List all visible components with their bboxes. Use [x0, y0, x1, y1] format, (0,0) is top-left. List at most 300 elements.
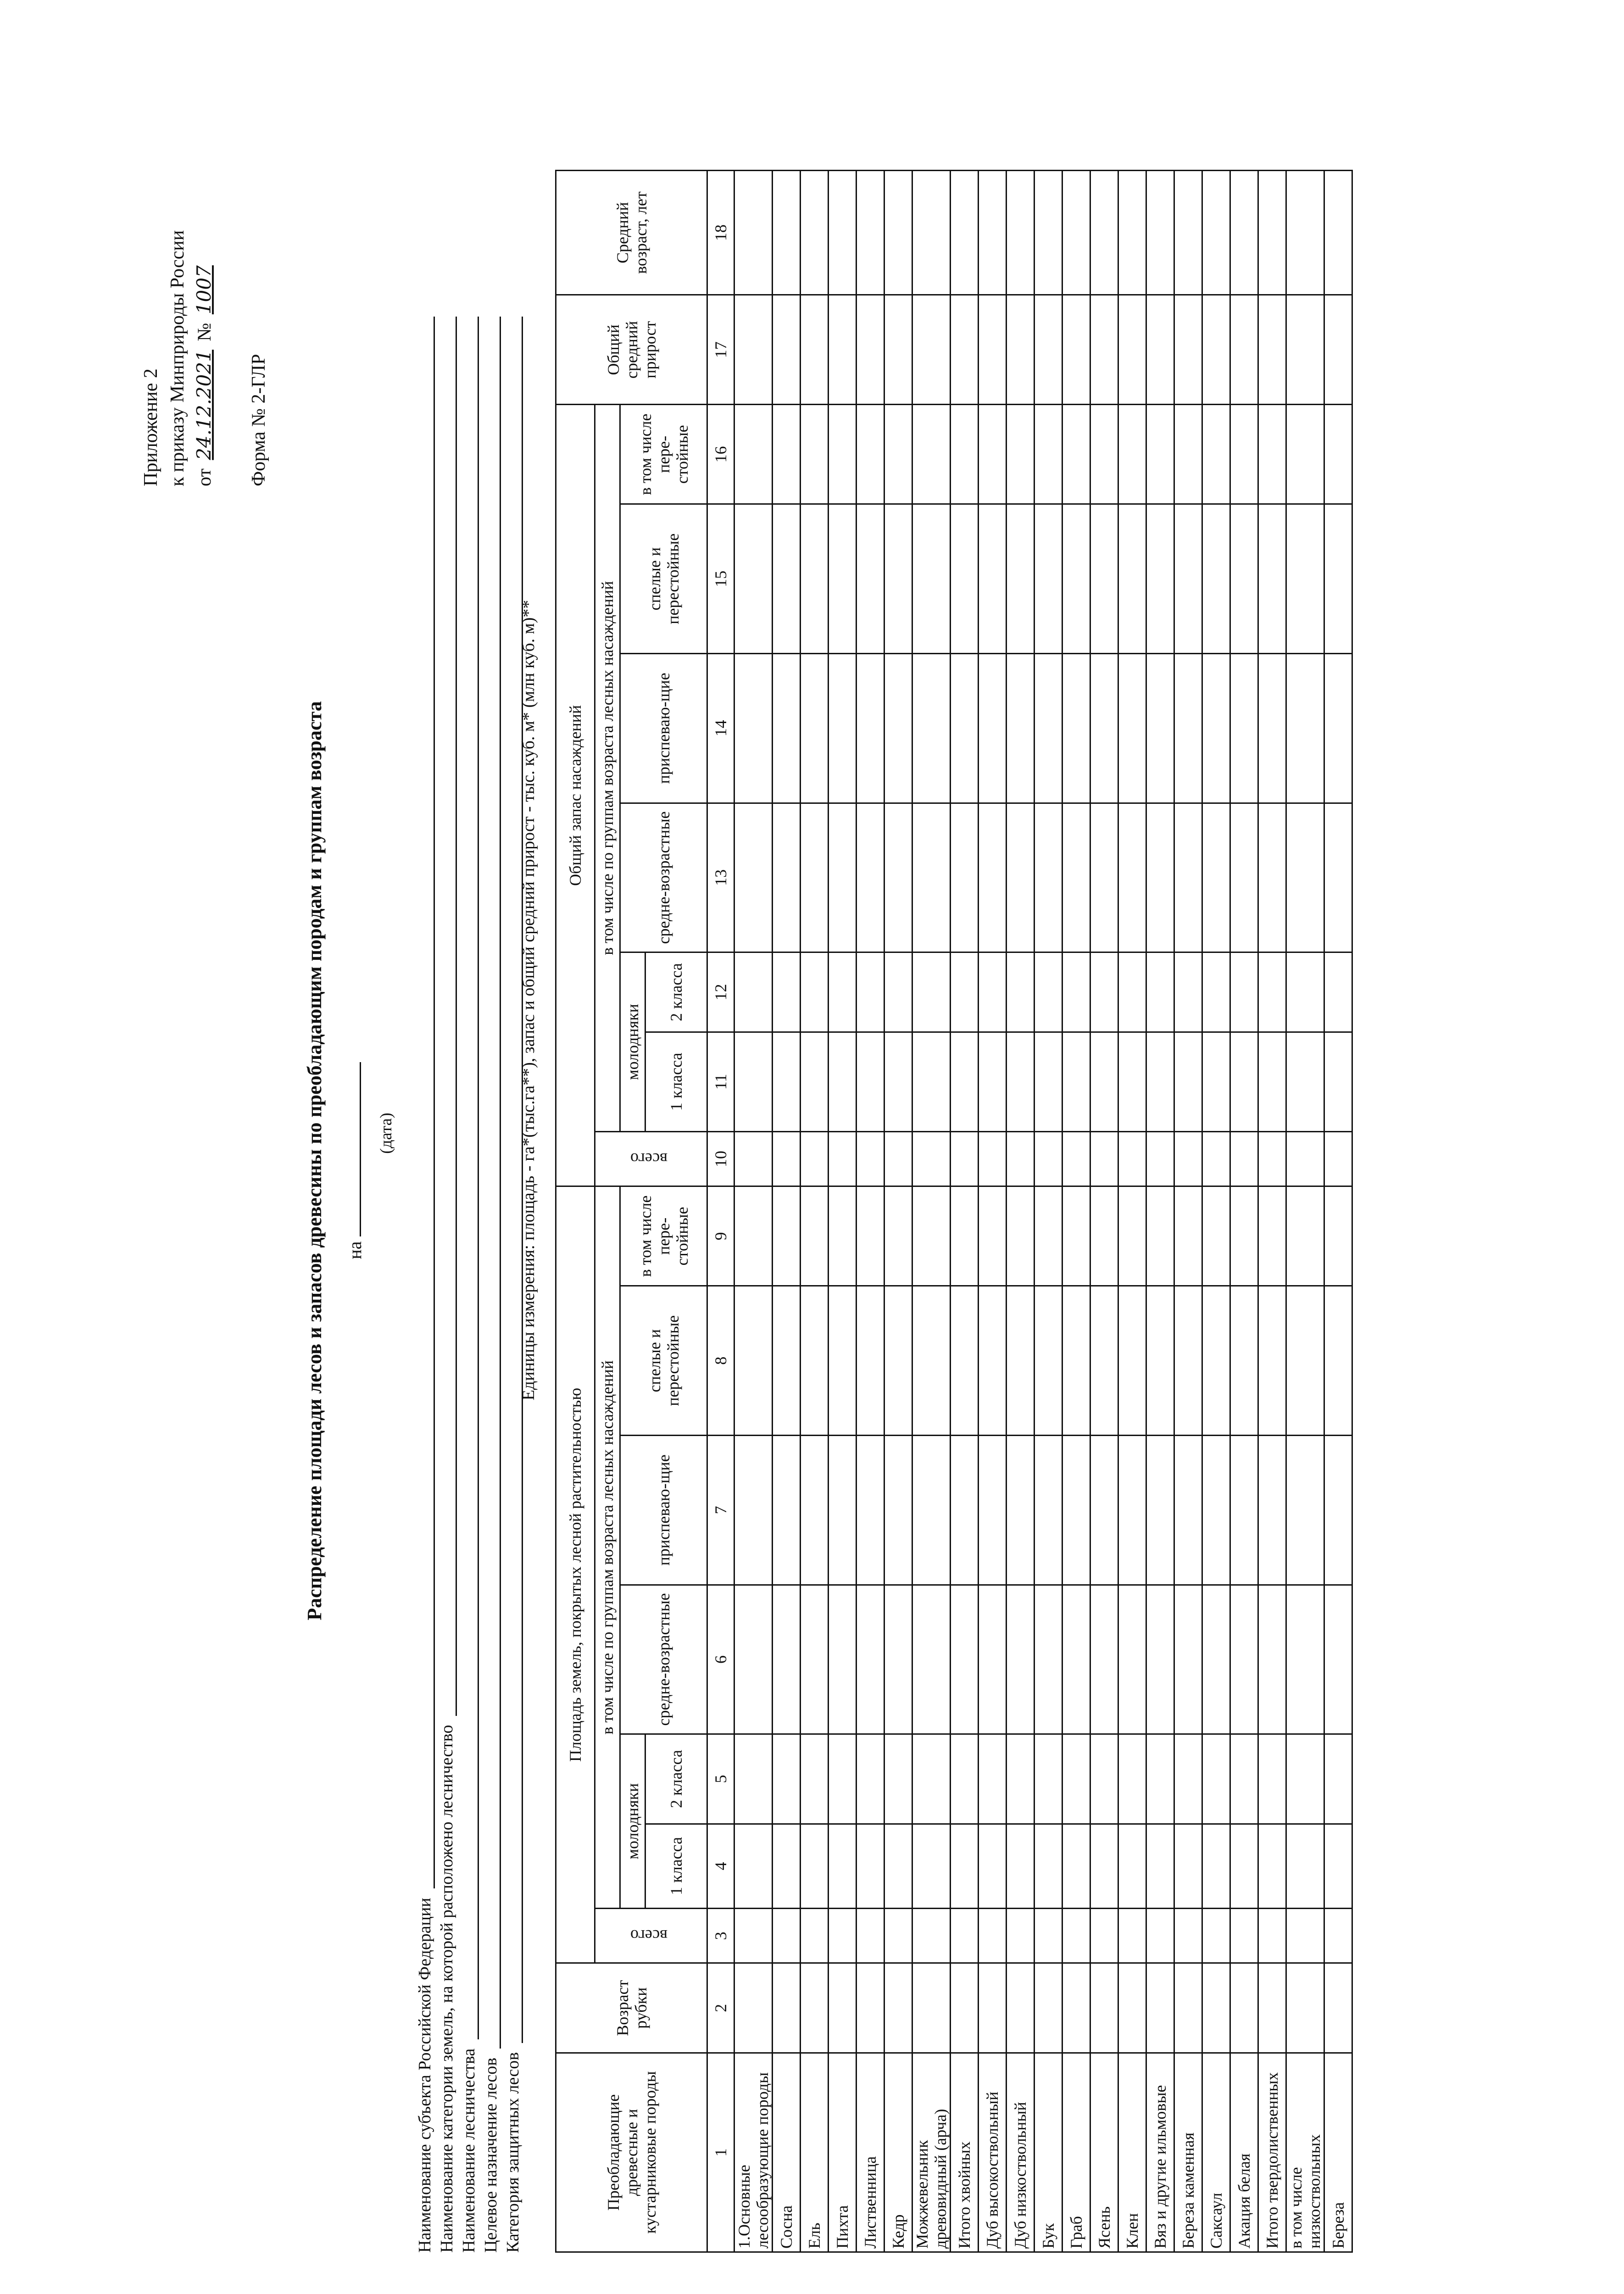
table-cell[interactable] — [1007, 653, 1034, 803]
table-cell[interactable] — [856, 295, 884, 405]
table-cell[interactable] — [1007, 1286, 1034, 1436]
table-cell[interactable] — [773, 295, 801, 405]
table-cell[interactable] — [979, 1909, 1007, 1963]
table-cell[interactable] — [951, 653, 979, 803]
table-cell[interactable] — [1090, 1909, 1118, 1963]
table-cell[interactable] — [979, 1585, 1007, 1734]
table-cell[interactable] — [912, 171, 951, 295]
table-cell[interactable] — [884, 803, 912, 952]
table-cell[interactable] — [1034, 1909, 1062, 1963]
table-cell[interactable] — [884, 1734, 912, 1824]
table-cell[interactable] — [951, 952, 979, 1032]
table-cell[interactable] — [1202, 504, 1230, 654]
table-cell[interactable] — [1118, 171, 1146, 295]
table-cell[interactable] — [1007, 803, 1034, 952]
table-cell[interactable] — [1007, 405, 1034, 504]
table-cell[interactable] — [979, 1032, 1007, 1131]
table-cell[interactable] — [1258, 653, 1286, 803]
table-cell[interactable] — [912, 653, 951, 803]
table-cell[interactable] — [734, 1963, 773, 2053]
table-cell[interactable] — [829, 1186, 856, 1286]
table-cell[interactable] — [1286, 1286, 1324, 1436]
table-cell[interactable] — [912, 1585, 951, 1734]
table-cell[interactable] — [912, 952, 951, 1032]
table-cell[interactable] — [1090, 1186, 1118, 1286]
table-cell[interactable] — [1230, 1585, 1258, 1734]
table-cell[interactable] — [734, 1131, 773, 1186]
table-cell[interactable] — [951, 1734, 979, 1824]
table-cell[interactable] — [1090, 171, 1118, 295]
table-cell[interactable] — [1062, 952, 1090, 1032]
table-cell[interactable] — [773, 1734, 801, 1824]
table-cell[interactable] — [1090, 1585, 1118, 1734]
table-cell[interactable] — [1230, 1909, 1258, 1963]
table-cell[interactable] — [1258, 1585, 1286, 1734]
table-cell[interactable] — [1146, 1909, 1174, 1963]
table-cell[interactable] — [829, 1734, 856, 1824]
table-cell[interactable] — [1090, 295, 1118, 405]
table-cell[interactable] — [829, 1436, 856, 1585]
table-cell[interactable] — [1090, 653, 1118, 803]
table-cell[interactable] — [1090, 504, 1118, 654]
table-cell[interactable] — [1062, 171, 1090, 295]
table-cell[interactable] — [801, 1824, 829, 1909]
table-cell[interactable] — [1146, 653, 1174, 803]
table-cell[interactable] — [829, 1963, 856, 2053]
table-cell[interactable] — [773, 171, 801, 295]
table-cell[interactable] — [1034, 803, 1062, 952]
table-cell[interactable] — [1258, 1963, 1286, 2053]
table-cell[interactable] — [773, 504, 801, 654]
table-cell[interactable] — [979, 295, 1007, 405]
table-cell[interactable] — [1258, 1186, 1286, 1286]
table-cell[interactable] — [1174, 295, 1202, 405]
table-cell[interactable] — [734, 295, 773, 405]
table-cell[interactable] — [1034, 405, 1062, 504]
table-cell[interactable] — [884, 952, 912, 1032]
table-cell[interactable] — [1034, 1963, 1062, 2053]
table-cell[interactable] — [773, 1963, 801, 2053]
table-cell[interactable] — [856, 1963, 884, 2053]
table-cell[interactable] — [1007, 295, 1034, 405]
table-cell[interactable] — [979, 803, 1007, 952]
table-cell[interactable] — [1062, 1585, 1090, 1734]
table-cell[interactable] — [979, 1734, 1007, 1824]
table-cell[interactable] — [1202, 1963, 1230, 2053]
table-cell[interactable] — [1230, 171, 1258, 295]
table-cell[interactable] — [1174, 1585, 1202, 1734]
table-cell[interactable] — [951, 1909, 979, 1963]
table-cell[interactable] — [1062, 504, 1090, 654]
table-cell[interactable] — [1174, 803, 1202, 952]
table-cell[interactable] — [734, 1436, 773, 1585]
table-cell[interactable] — [829, 504, 856, 654]
table-cell[interactable] — [773, 405, 801, 504]
table-cell[interactable] — [912, 1286, 951, 1436]
table-cell[interactable] — [1286, 1186, 1324, 1286]
table-cell[interactable] — [801, 1131, 829, 1186]
table-cell[interactable] — [1146, 405, 1174, 504]
table-cell[interactable] — [829, 1131, 856, 1186]
table-cell[interactable] — [801, 1909, 829, 1963]
table-cell[interactable] — [884, 1963, 912, 2053]
table-cell[interactable] — [1258, 1032, 1286, 1131]
table-cell[interactable] — [856, 1909, 884, 1963]
table-cell[interactable] — [1146, 1734, 1174, 1824]
table-cell[interactable] — [1286, 803, 1324, 952]
table-cell[interactable] — [829, 1585, 856, 1734]
table-cell[interactable] — [979, 653, 1007, 803]
table-cell[interactable] — [1118, 1436, 1146, 1585]
table-cell[interactable] — [1118, 1286, 1146, 1436]
table-cell[interactable] — [1062, 1131, 1090, 1186]
table-cell[interactable] — [1324, 1186, 1352, 1286]
table-cell[interactable] — [979, 952, 1007, 1032]
table-cell[interactable] — [1286, 295, 1324, 405]
table-cell[interactable] — [1062, 405, 1090, 504]
table-cell[interactable] — [1324, 653, 1352, 803]
table-cell[interactable] — [1324, 1286, 1352, 1436]
table-cell[interactable] — [829, 295, 856, 405]
table-cell[interactable] — [856, 1286, 884, 1436]
table-cell[interactable] — [1062, 1436, 1090, 1585]
table-cell[interactable] — [1202, 803, 1230, 952]
table-cell[interactable] — [1034, 1734, 1062, 1824]
table-cell[interactable] — [1174, 1131, 1202, 1186]
table-cell[interactable] — [856, 803, 884, 952]
table-cell[interactable] — [1062, 1824, 1090, 1909]
table-cell[interactable] — [1258, 295, 1286, 405]
table-cell[interactable] — [1174, 1186, 1202, 1286]
table-cell[interactable] — [884, 504, 912, 654]
table-cell[interactable] — [1230, 803, 1258, 952]
table-cell[interactable] — [1118, 1734, 1146, 1824]
table-cell[interactable] — [884, 1286, 912, 1436]
table-cell[interactable] — [1286, 1963, 1324, 2053]
table-cell[interactable] — [801, 1032, 829, 1131]
table-cell[interactable] — [829, 952, 856, 1032]
table-cell[interactable] — [979, 1436, 1007, 1585]
table-cell[interactable] — [734, 1186, 773, 1286]
table-cell[interactable] — [884, 1824, 912, 1909]
table-cell[interactable] — [773, 1186, 801, 1286]
table-cell[interactable] — [1230, 1032, 1258, 1131]
table-cell[interactable] — [1146, 1286, 1174, 1436]
table-cell[interactable] — [951, 1286, 979, 1436]
table-cell[interactable] — [979, 1186, 1007, 1286]
table-cell[interactable] — [1202, 1131, 1230, 1186]
table-cell[interactable] — [773, 1824, 801, 1909]
table-cell[interactable] — [1062, 1186, 1090, 1286]
table-cell[interactable] — [1174, 1032, 1202, 1131]
table-cell[interactable] — [801, 1436, 829, 1585]
table-cell[interactable] — [1146, 1131, 1174, 1186]
table-cell[interactable] — [801, 1963, 829, 2053]
table-cell[interactable] — [1324, 405, 1352, 504]
table-cell[interactable] — [884, 653, 912, 803]
table-cell[interactable] — [1118, 295, 1146, 405]
table-cell[interactable] — [1230, 1131, 1258, 1186]
table-cell[interactable] — [1230, 295, 1258, 405]
table-cell[interactable] — [1007, 1131, 1034, 1186]
table-cell[interactable] — [773, 1286, 801, 1436]
table-cell[interactable] — [979, 1286, 1007, 1436]
table-cell[interactable] — [829, 405, 856, 504]
table-cell[interactable] — [801, 1186, 829, 1286]
table-cell[interactable] — [734, 1286, 773, 1436]
table-cell[interactable] — [1007, 952, 1034, 1032]
table-cell[interactable] — [1230, 952, 1258, 1032]
table-cell[interactable] — [773, 952, 801, 1032]
table-cell[interactable] — [1146, 952, 1174, 1032]
table-cell[interactable] — [1258, 171, 1286, 295]
table-cell[interactable] — [1230, 1824, 1258, 1909]
table-cell[interactable] — [1258, 1436, 1286, 1585]
table-cell[interactable] — [1118, 1963, 1146, 2053]
table-cell[interactable] — [1202, 1909, 1230, 1963]
table-cell[interactable] — [979, 405, 1007, 504]
table-cell[interactable] — [1258, 1734, 1286, 1824]
table-cell[interactable] — [912, 1436, 951, 1585]
table-cell[interactable] — [912, 1824, 951, 1909]
table-cell[interactable] — [1258, 405, 1286, 504]
table-cell[interactable] — [884, 295, 912, 405]
table-cell[interactable] — [856, 952, 884, 1032]
table-cell[interactable] — [1286, 171, 1324, 295]
table-cell[interactable] — [1174, 504, 1202, 654]
table-cell[interactable] — [884, 1585, 912, 1734]
table-cell[interactable] — [1090, 1436, 1118, 1585]
table-cell[interactable] — [979, 171, 1007, 295]
table-cell[interactable] — [1286, 405, 1324, 504]
table-cell[interactable] — [1090, 1032, 1118, 1131]
table-cell[interactable] — [1007, 1734, 1034, 1824]
table-cell[interactable] — [801, 1734, 829, 1824]
table-cell[interactable] — [1118, 1131, 1146, 1186]
table-cell[interactable] — [1034, 1436, 1062, 1585]
table-cell[interactable] — [1202, 1585, 1230, 1734]
table-cell[interactable] — [856, 1436, 884, 1585]
table-cell[interactable] — [1118, 504, 1146, 654]
table-cell[interactable] — [773, 653, 801, 803]
table-cell[interactable] — [1230, 1963, 1258, 2053]
table-cell[interactable] — [1258, 1824, 1286, 1909]
table-cell[interactable] — [884, 1909, 912, 1963]
table-cell[interactable] — [829, 653, 856, 803]
table-cell[interactable] — [1174, 405, 1202, 504]
table-cell[interactable] — [1202, 1436, 1230, 1585]
table-cell[interactable] — [1118, 1585, 1146, 1734]
table-cell[interactable] — [1324, 952, 1352, 1032]
table-cell[interactable] — [1034, 171, 1062, 295]
table-cell[interactable] — [1174, 1824, 1202, 1909]
table-cell[interactable] — [1007, 1909, 1034, 1963]
table-cell[interactable] — [734, 1734, 773, 1824]
table-cell[interactable] — [1146, 1585, 1174, 1734]
table-cell[interactable] — [1202, 1286, 1230, 1436]
table-cell[interactable] — [1007, 1032, 1034, 1131]
table-cell[interactable] — [1034, 653, 1062, 803]
table-cell[interactable] — [979, 1131, 1007, 1186]
table-cell[interactable] — [1034, 504, 1062, 654]
table-cell[interactable] — [1062, 1032, 1090, 1131]
table-cell[interactable] — [773, 1909, 801, 1963]
table-cell[interactable] — [1230, 653, 1258, 803]
table-cell[interactable] — [979, 1963, 1007, 2053]
table-cell[interactable] — [884, 1032, 912, 1131]
table-cell[interactable] — [912, 405, 951, 504]
table-cell[interactable] — [1286, 952, 1324, 1032]
table-cell[interactable] — [801, 504, 829, 654]
table-cell[interactable] — [801, 171, 829, 295]
table-cell[interactable] — [1286, 1734, 1324, 1824]
table-cell[interactable] — [951, 1032, 979, 1131]
table-cell[interactable] — [884, 1436, 912, 1585]
table-cell[interactable] — [1062, 1909, 1090, 1963]
table-cell[interactable] — [856, 1734, 884, 1824]
table-cell[interactable] — [1118, 405, 1146, 504]
table-cell[interactable] — [734, 405, 773, 504]
table-cell[interactable] — [912, 1909, 951, 1963]
table-cell[interactable] — [1258, 803, 1286, 952]
table-cell[interactable] — [912, 504, 951, 654]
table-cell[interactable] — [1324, 1585, 1352, 1734]
table-cell[interactable] — [1034, 1131, 1062, 1186]
table-cell[interactable] — [829, 1824, 856, 1909]
table-cell[interactable] — [884, 1186, 912, 1286]
table-cell[interactable] — [1286, 1032, 1324, 1131]
table-cell[interactable] — [1090, 405, 1118, 504]
table-cell[interactable] — [1062, 803, 1090, 952]
table-cell[interactable] — [1007, 1186, 1034, 1286]
table-cell[interactable] — [1286, 1585, 1324, 1734]
table-cell[interactable] — [1090, 1131, 1118, 1186]
table-cell[interactable] — [1202, 1032, 1230, 1131]
table-cell[interactable] — [951, 504, 979, 654]
table-cell[interactable] — [1174, 653, 1202, 803]
table-cell[interactable] — [1090, 1963, 1118, 2053]
table-cell[interactable] — [1174, 1286, 1202, 1436]
table-cell[interactable] — [1034, 952, 1062, 1032]
table-cell[interactable] — [1007, 1824, 1034, 1909]
table-cell[interactable] — [773, 1032, 801, 1131]
table-cell[interactable] — [1007, 171, 1034, 295]
meta-fill-line[interactable] — [482, 317, 501, 2049]
table-cell[interactable] — [1174, 1963, 1202, 2053]
table-cell[interactable] — [951, 1131, 979, 1186]
table-cell[interactable] — [951, 405, 979, 504]
table-cell[interactable] — [1230, 1734, 1258, 1824]
table-cell[interactable] — [1324, 295, 1352, 405]
table-cell[interactable] — [856, 1032, 884, 1131]
table-cell[interactable] — [801, 653, 829, 803]
table-cell[interactable] — [1324, 1963, 1352, 2053]
table-cell[interactable] — [1202, 1186, 1230, 1286]
table-cell[interactable] — [1202, 1824, 1230, 1909]
table-cell[interactable] — [1118, 803, 1146, 952]
table-cell[interactable] — [951, 1585, 979, 1734]
table-cell[interactable] — [1258, 1286, 1286, 1436]
table-cell[interactable] — [1034, 295, 1062, 405]
table-cell[interactable] — [1324, 1131, 1352, 1186]
table-cell[interactable] — [1174, 1436, 1202, 1585]
table-cell[interactable] — [856, 653, 884, 803]
meta-fill-line[interactable] — [416, 317, 435, 1888]
table-cell[interactable] — [1146, 504, 1174, 654]
table-cell[interactable] — [801, 295, 829, 405]
table-cell[interactable] — [1118, 952, 1146, 1032]
table-cell[interactable] — [773, 1436, 801, 1585]
table-cell[interactable] — [1062, 295, 1090, 405]
table-cell[interactable] — [912, 1032, 951, 1131]
table-cell[interactable] — [1118, 1186, 1146, 1286]
table-cell[interactable] — [979, 504, 1007, 654]
table-cell[interactable] — [1090, 1824, 1118, 1909]
table-cell[interactable] — [884, 405, 912, 504]
table-cell[interactable] — [1258, 952, 1286, 1032]
table-cell[interactable] — [1090, 803, 1118, 952]
table-cell[interactable] — [1034, 1585, 1062, 1734]
table-cell[interactable] — [734, 1032, 773, 1131]
table-cell[interactable] — [856, 405, 884, 504]
table-cell[interactable] — [912, 803, 951, 952]
table-cell[interactable] — [912, 1734, 951, 1824]
table-cell[interactable] — [912, 1131, 951, 1186]
table-cell[interactable] — [829, 1032, 856, 1131]
table-cell[interactable] — [1007, 1585, 1034, 1734]
table-cell[interactable] — [951, 1963, 979, 2053]
table-cell[interactable] — [1090, 1734, 1118, 1824]
table-cell[interactable] — [801, 405, 829, 504]
table-cell[interactable] — [773, 1585, 801, 1734]
meta-fill-line[interactable] — [438, 317, 457, 1716]
table-cell[interactable] — [979, 1824, 1007, 1909]
table-cell[interactable] — [856, 171, 884, 295]
table-cell[interactable] — [1324, 803, 1352, 952]
table-cell[interactable] — [856, 1131, 884, 1186]
table-cell[interactable] — [1007, 1436, 1034, 1585]
table-cell[interactable] — [1230, 1286, 1258, 1436]
table-cell[interactable] — [734, 1909, 773, 1963]
table-cell[interactable] — [1324, 171, 1352, 295]
table-cell[interactable] — [1090, 952, 1118, 1032]
table-cell[interactable] — [884, 171, 912, 295]
table-cell[interactable] — [1146, 803, 1174, 952]
table-cell[interactable] — [1118, 1032, 1146, 1131]
table-cell[interactable] — [1324, 1909, 1352, 1963]
table-cell[interactable] — [1034, 1032, 1062, 1131]
table-cell[interactable] — [951, 1186, 979, 1286]
table-cell[interactable] — [951, 1436, 979, 1585]
table-cell[interactable] — [1174, 171, 1202, 295]
table-cell[interactable] — [1230, 1436, 1258, 1585]
table-cell[interactable] — [734, 803, 773, 952]
table-cell[interactable] — [1146, 1963, 1174, 2053]
table-cell[interactable] — [829, 1909, 856, 1963]
meta-fill-line[interactable] — [460, 317, 479, 2039]
table-cell[interactable] — [951, 1824, 979, 1909]
table-cell[interactable] — [1034, 1186, 1062, 1286]
table-cell[interactable] — [1118, 1909, 1146, 1963]
table-cell[interactable] — [1230, 405, 1258, 504]
table-cell[interactable] — [1258, 1131, 1286, 1186]
table-cell[interactable] — [829, 171, 856, 295]
table-cell[interactable] — [1286, 653, 1324, 803]
table-cell[interactable] — [1202, 405, 1230, 504]
table-cell[interactable] — [801, 1286, 829, 1436]
table-cell[interactable] — [1174, 1734, 1202, 1824]
table-cell[interactable] — [856, 504, 884, 654]
